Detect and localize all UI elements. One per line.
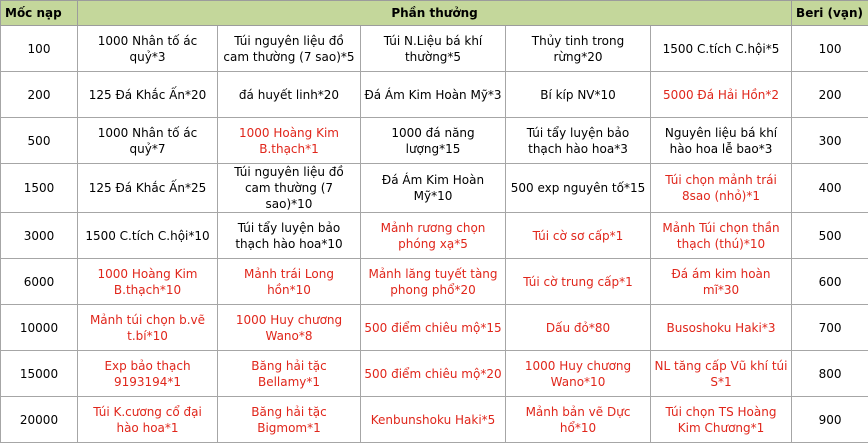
beri-cell: 500 — [792, 213, 868, 259]
moc-nap-cell: 15000 — [1, 351, 78, 397]
reward-cell: Túi nguyên liệu đồ cam thường (7 sao)*5 — [218, 26, 361, 72]
reward-cell: 1000 Hoàng Kim B.thạch*10 — [78, 259, 218, 305]
table-row — [1, 164, 868, 213]
table-row — [1, 259, 868, 305]
reward-cell: Túi tẩy luyện bảo thạch hào hoa*3 — [506, 118, 651, 164]
moc-nap-cell: 10000 — [1, 305, 78, 351]
moc-nap-cell: 500 — [1, 118, 78, 164]
table-row — [1, 118, 868, 164]
reward-cell: Mảnh Túi chọn thần thạch (thú)*10 — [651, 213, 792, 259]
reward-cell: Busoshoku Haki*3 — [651, 305, 792, 351]
moc-nap-cell: 20000 — [1, 397, 78, 443]
reward-cell: 500 exp nguyên tố*15 — [506, 164, 651, 213]
reward-cell: Mảnh túi chọn b.vẽ t.bí*10 — [78, 305, 218, 351]
moc-nap-cell: 1500 — [1, 164, 78, 213]
table-row — [1, 305, 868, 351]
table-row — [1, 72, 868, 118]
reward-cell: Mảnh bản vẽ Dực hổ*10 — [506, 397, 651, 443]
reward-cell: Túi cờ trung cấp*1 — [506, 259, 651, 305]
table-row — [1, 213, 868, 259]
reward-cell: Đá ám kim hoàn mĩ*30 — [651, 259, 792, 305]
reward-cell: 500 điểm chiêu mộ*20 — [361, 351, 506, 397]
reward-cell: 1000 Huy chương Wano*8 — [218, 305, 361, 351]
reward-cell: Băng hải tặc Bigmom*1 — [218, 397, 361, 443]
beri-cell: 300 — [792, 118, 868, 164]
header-beri: Beri (vạn) — [792, 1, 868, 26]
reward-cell: NL tăng cấp Vũ khí túi S*1 — [651, 351, 792, 397]
moc-nap-cell: 100 — [1, 26, 78, 72]
reward-cell: Túi tẩy luyện bảo thạch hào hoa*10 — [218, 213, 361, 259]
reward-cell: Túi N.Liệu bá khí thường*5 — [361, 26, 506, 72]
reward-cell: 1000 Hoàng Kim B.thạch*1 — [218, 118, 361, 164]
reward-cell: 125 Đá Khắc Ấn*25 — [78, 164, 218, 213]
reward-cell: Túi nguyên liệu đồ cam thường (7 sao)*10 — [218, 164, 361, 213]
reward-cell: Dấu đỏ*80 — [506, 305, 651, 351]
reward-cell: đá huyết linh*20 — [218, 72, 361, 118]
reward-cell: 1000 Nhân tố ác quỷ*7 — [78, 118, 218, 164]
reward-cell: Thủy tinh trong rừng*20 — [506, 26, 651, 72]
reward-cell: Túi cờ sơ cấp*1 — [506, 213, 651, 259]
moc-nap-cell: 200 — [1, 72, 78, 118]
reward-cell: 125 Đá Khắc Ấn*20 — [78, 72, 218, 118]
beri-cell: 400 — [792, 164, 868, 213]
header-moc-nap: Mốc nạp — [1, 1, 78, 26]
reward-cell: 1500 C.tích C.hội*10 — [78, 213, 218, 259]
reward-cell: Đá Ám Kim Hoàn Mỹ*3 — [361, 72, 506, 118]
reward-cell: Túi chọn mảnh trái 8sao (nhỏ)*1 — [651, 164, 792, 213]
reward-cell: Kenbunshoku Haki*5 — [361, 397, 506, 443]
reward-cell: 1000 Nhân tố ác quỷ*3 — [78, 26, 218, 72]
reward-cell: Băng hải tặc Bellamy*1 — [218, 351, 361, 397]
table-body — [1, 26, 868, 443]
table-row — [1, 397, 868, 443]
reward-cell: Mảnh lăng tuyết tàng phong phổ*20 — [361, 259, 506, 305]
reward-cell: Bí kíp NV*10 — [506, 72, 651, 118]
beri-cell: 700 — [792, 305, 868, 351]
beri-cell: 100 — [792, 26, 868, 72]
beri-cell: 900 — [792, 397, 868, 443]
moc-nap-cell: 3000 — [1, 213, 78, 259]
moc-nap-cell: 6000 — [1, 259, 78, 305]
table-row — [1, 26, 868, 72]
reward-cell: 1500 C.tích C.hội*5 — [651, 26, 792, 72]
beri-cell: 200 — [792, 72, 868, 118]
beri-cell: 800 — [792, 351, 868, 397]
reward-cell: 5000 Đá Hải Hồn*2 — [651, 72, 792, 118]
beri-cell: 600 — [792, 259, 868, 305]
reward-cell: 500 điểm chiêu mộ*15 — [361, 305, 506, 351]
reward-cell: Exp bảo thạch 9193194*1 — [78, 351, 218, 397]
reward-cell: 1000 Huy chương Wano*10 — [506, 351, 651, 397]
reward-cell: 1000 đá năng lượng*15 — [361, 118, 506, 164]
reward-cell: Mảnh trái Long hồn*10 — [218, 259, 361, 305]
reward-cell: Đá Ám Kim Hoàn Mỹ*10 — [361, 164, 506, 213]
table-row — [1, 351, 868, 397]
reward-cell: Túi chọn TS Hoàng Kim Chương*1 — [651, 397, 792, 443]
header-phan-thuong: Phần thưởng — [78, 1, 792, 26]
header-row — [1, 1, 868, 26]
reward-cell: Mảnh rương chọn phóng xạ*5 — [361, 213, 506, 259]
reward-cell: Nguyên liệu bá khí hào hoa lễ bao*3 — [651, 118, 792, 164]
reward-cell: Túi K.cương cổ đại hào hoa*1 — [78, 397, 218, 443]
